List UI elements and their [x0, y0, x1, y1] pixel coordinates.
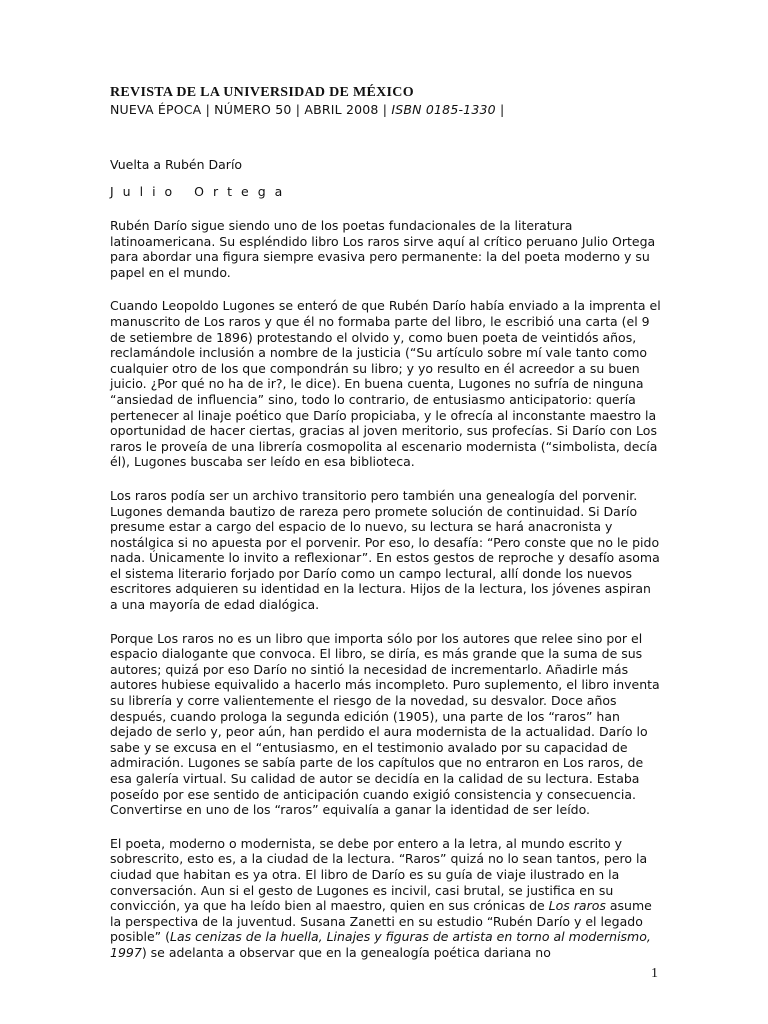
issue-end: | [495, 102, 505, 117]
paragraph-2: Cuando Leopoldo Lugones se enteró de que Rubén Darío había enviado a la imprenta el manuscrito de Los raros y que él no formaba parte del libro, le escribió una carta (el 9 de setiembre de 1896) protestando el olvido y, como buen poeta de veintidós años, reclamándole inclusión a nombre de la justicia (“Su artículo sobre mí vale tanto como cualquier otro de los que compondrán su libro; y yo resulto en él acreedor a su buen juicio. ¿Por qué no ha de ir?, le dice). En buena cuenta, Lugones no sufría de ninguna “ansiedad de influencia” sino, todo lo contrario, de entusiasmo anticipatorio: quería pertenecer al linaje poético que Darío propiciaba, y le ofrecía al inconstante maestro la oportunidad de hacer ciertas, gracias al joven meritorio, sus profecías. Si Darío con Los raros le proveía de una librería cosmopolita al escenario modernista (“simbolista, decía él), Lugones buscaba ser leído en esa biblioteca. [110, 298, 661, 470]
paragraph-5 [110, 836, 662, 961]
article-title: Vuelta a Rubén Darío [110, 157, 243, 172]
paragraph-1: Rubén Darío sigue siendo uno de los poetas fundacionales de la literatura latinoamericana. Su espléndido libro Los raros sirve aquí al crítico peruano Julio Ortega para abordar una figura siempre evasiva pero permanente: la del poeta moderno y su papel en el mundo. [110, 218, 656, 280]
paragraph-5-italic-1: Los raros [548, 898, 606, 914]
page-number: 1 [651, 966, 658, 981]
issue-info: NUEVA ÉPOCA | NÚMERO 50 | ABRIL 2008 | [110, 102, 392, 117]
paragraph-5-text-a: El poeta, moderno o modernista, se debe por entero a la letra, al mundo escrito y sobrescrito, esto es, a la ciudad de la lectura. “Raros” quizá no lo sean tantos, pero la ciudad que habitan es ya otra. El libro de Darío es su guía de viaje ilustrado en la conversación. Aun si el gesto de Lugones es incivil, casi brutal, se justifica en su convicción, ya que ha leído bien al maestro, quien en sus crónicas de [110, 835, 648, 914]
paragraph-4: Porque Los raros no es un libro que importa sólo por los autores que relee sino por el espacio dialogante que convoca. El libro, se diría, es más grande que la suma de sus autores; quizá por eso Darío no sintió la necesidad de incrementarlo. Añadirle más autores hubiese equivalido a hacerlo más incompleto. Puro suplemento, el libro inventa su librería y corre valientemente el riesgo de la novedad, su desvalor. Doce años después, cuando prologa la segunda edición (1905), una parte de los “raros” han dejado de serlo y, peor aún, han perdido el aura modernista de la actualidad. Darío lo sabe y se excusa en el “entusiasmo, en el testimonio avalado por su capacidad de admiración. Lugones se sabía parte de los capítulos que no entraron en Los raros, de esa galería virtual. Su calidad de autor se decidía en la calidad de su lectura. Estaba poseído por ese sentido de anticipación cuando exigió consistencia y consecuencia. Convertirse en uno de los “raros” equivalía a ganar la identidad de ser leído. [110, 630, 660, 818]
article-author: Julio Ortega [110, 184, 292, 199]
paragraph-5-text-b: asume la perspectiva de la juventud. Susana Zanetti en su estudio “Rubén Darío y el legado posible” ( [110, 898, 652, 945]
journal-title: REVISTA DE LA UNIVERSIDAD DE MÉXICO [110, 85, 414, 100]
paragraph-5-text-c: ) se adelanta a observar que en la genealogía poética dariana no [141, 944, 551, 960]
issue-line [110, 101, 662, 118]
paragraph-3: Los raros podía ser un archivo transitorio pero también una genealogía del porvenir. Lugones demanda bautizo de rareza pero promete solución de continuidad. Si Darío presume estar a cargo del espacio de lo nuevo, su lectura se hará anacronista y nostálgica si no apuesta por el porvenir. Por eso, lo desafía: “Pero conste que no le pido nada. Únicamente lo invito a reflexionar”. En estos gestos de reproche y desafío asoma el sistema literario forjado por Darío como un campo lectural, allí donde los nuevos escritores adquieren su identidad en la lectura. Hijos de la lectura, los jóvenes aspiran a una mayoría de edad dialógica. [110, 487, 660, 613]
isbn: ISBN 0185-1330 [391, 102, 496, 117]
paragraph-5-italic-2: Las cenizas de la huella, Linajes y figuras de artista en torno al modernismo, 1997 [110, 929, 651, 960]
